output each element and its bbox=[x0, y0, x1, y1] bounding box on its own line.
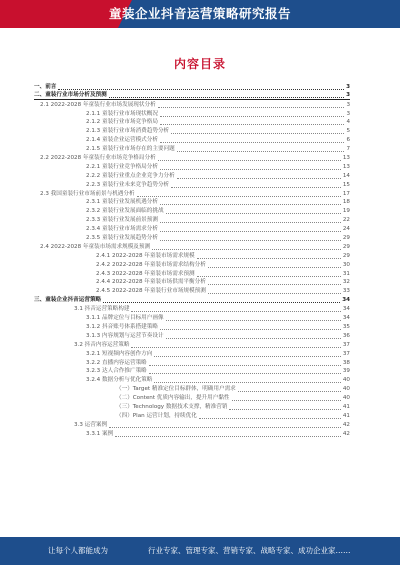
toc-entry-label: 2.1.1 童装行业市场现状概况 bbox=[86, 110, 158, 117]
toc-entry-label: 3.1.2 抖音账号体系搭建策略 bbox=[86, 323, 158, 330]
toc-entry[interactable] bbox=[34, 198, 350, 207]
toc-entry[interactable] bbox=[34, 402, 350, 411]
toc-entry-page: 41 bbox=[342, 412, 350, 419]
toc-entry[interactable] bbox=[34, 322, 350, 331]
toc-entry-page: 24 bbox=[342, 226, 350, 233]
toc-entry-page: 35 bbox=[342, 323, 350, 330]
toc-entry[interactable] bbox=[34, 126, 350, 135]
toc-entry-page: 40 bbox=[342, 377, 350, 384]
toc-entry-label: 3.1.1 品牌定位与目标用户画像 bbox=[86, 315, 164, 322]
toc-entry-label: 2.1.3 童装行业市场消费趋势分析 bbox=[86, 128, 170, 135]
toc-heading: 内容目录 bbox=[173, 57, 226, 71]
toc-entry[interactable] bbox=[34, 224, 350, 233]
toc-entry[interactable] bbox=[34, 411, 350, 420]
toc-leader-dots bbox=[166, 209, 341, 214]
report-title: 童装企业抖音运营策略研究报告 bbox=[108, 6, 291, 21]
toc-entry-label: 2.4.4 2022-2028 年童装市场供需平衡分析 bbox=[96, 279, 206, 286]
toc-entry-label: 二、童装行业市场分析及预测 bbox=[34, 91, 107, 98]
toc-leader-dots bbox=[171, 129, 344, 134]
toc-entry-page: 22 bbox=[342, 217, 350, 224]
toc-entry-page: 37 bbox=[342, 341, 350, 348]
toc-entry-label: 一、前言 bbox=[34, 83, 57, 90]
toc-entry[interactable] bbox=[34, 153, 350, 162]
footer-slogan-right: 行业专家、管理专家、营销专家、战略专家、成功企业家…… bbox=[148, 546, 351, 555]
toc-entry[interactable] bbox=[34, 242, 350, 251]
toc-entry-page: 14 bbox=[342, 172, 350, 179]
toc-leader-dots bbox=[109, 423, 341, 428]
toc-entry[interactable] bbox=[34, 313, 350, 322]
toc-leader-dots bbox=[160, 218, 341, 223]
toc-entry-page: 15 bbox=[342, 181, 350, 188]
toc-leader-dots bbox=[160, 112, 344, 117]
toc-entry-label: 2.3.2 童装行业发展面临的挑战 bbox=[86, 208, 164, 215]
toc-leader-dots bbox=[131, 307, 340, 312]
toc-entry[interactable] bbox=[34, 100, 350, 109]
toc-entry-page: 42 bbox=[342, 430, 350, 437]
toc-entry[interactable] bbox=[34, 358, 350, 367]
toc-entry-page: 19 bbox=[342, 208, 350, 215]
toc-entry-label: 2.3.3 童装行业发展前景预测 bbox=[86, 217, 158, 224]
toc-entry-page: 3 bbox=[346, 83, 350, 90]
toc-entry-label: （一）Target 精准定位目标群体，明确用户需求 bbox=[116, 386, 236, 393]
toc-entry-label: 3.2.1 短视频内容创作方向 bbox=[86, 350, 153, 357]
toc-leader-dots bbox=[197, 272, 341, 277]
toc-leader-dots bbox=[171, 183, 341, 188]
toc-entry-label: 2.4 2022-2028 年童装市场需求规模及预测 bbox=[40, 243, 151, 250]
toc-leader-dots bbox=[166, 334, 341, 339]
toc-entry-label: 3.2 抖音内容运营策略 bbox=[74, 341, 130, 348]
toc-entry-page: 5 bbox=[346, 128, 350, 135]
toc-entry-page: 7 bbox=[346, 146, 350, 153]
toc-entry[interactable] bbox=[34, 429, 350, 438]
toc-entry-page: 3 bbox=[346, 91, 350, 98]
toc-entry[interactable] bbox=[34, 375, 350, 384]
toc-entry[interactable] bbox=[34, 206, 350, 215]
header-banner bbox=[0, 0, 400, 28]
toc-entry[interactable] bbox=[34, 189, 350, 198]
toc-entry[interactable] bbox=[34, 180, 350, 189]
toc-entry[interactable] bbox=[34, 82, 350, 91]
toc-entry[interactable] bbox=[34, 162, 350, 171]
toc-entry[interactable] bbox=[34, 349, 350, 358]
toc-entry-page: 3 bbox=[346, 101, 350, 108]
toc-entry[interactable] bbox=[34, 251, 350, 260]
toc-leader-dots bbox=[166, 316, 341, 321]
toc-leader-dots bbox=[208, 280, 341, 285]
toc-leader-dots bbox=[197, 254, 341, 259]
toc-entry-label: 三、童装企业抖音运营策略 bbox=[34, 297, 102, 304]
toc-leader-dots bbox=[177, 174, 341, 179]
toc-entry[interactable] bbox=[34, 304, 350, 313]
toc-leader-dots bbox=[154, 352, 341, 357]
toc-entry[interactable] bbox=[34, 215, 350, 224]
toc-leader-dots bbox=[149, 361, 341, 366]
toc-entry[interactable] bbox=[34, 269, 350, 278]
toc-leader-dots bbox=[160, 138, 344, 143]
toc-entry-label: （四）Plan 运营计划，持续优化 bbox=[116, 412, 197, 419]
toc-entry[interactable] bbox=[34, 331, 350, 340]
toc-leader-dots bbox=[238, 387, 341, 392]
toc-entry[interactable] bbox=[34, 420, 350, 429]
toc-entry-label: 2.4.2 2022-2028 年童装市场需求结构分析 bbox=[96, 261, 206, 268]
toc-entry-label: 2.3.4 童装行业市场需求分析 bbox=[86, 226, 158, 233]
toc-entry-page: 13 bbox=[342, 163, 350, 170]
toc-entry-page: 31 bbox=[342, 270, 350, 277]
toc-leader-dots bbox=[160, 227, 341, 232]
toc-leader-dots bbox=[208, 263, 341, 268]
toc-entry-page: 29 bbox=[342, 235, 350, 242]
toc-entry[interactable] bbox=[34, 278, 350, 287]
toc-entry-page: 29 bbox=[342, 252, 350, 259]
toc-entry-label: 2.2.3 童装行业未来竞争趋势分析 bbox=[86, 181, 170, 188]
toc-leader-dots bbox=[109, 93, 344, 98]
toc-entry-page: 40 bbox=[342, 395, 350, 402]
toc-entry-label: 2.1.4 童装企业运营模式分析 bbox=[86, 137, 158, 144]
toc-leader-dots bbox=[177, 147, 345, 152]
toc-entry-label: （二）Content 优质内容输出，提升用户黏性 bbox=[116, 395, 230, 402]
toc-entry-page: 34 bbox=[342, 297, 350, 304]
toc-entry[interactable] bbox=[34, 109, 350, 118]
toc-entry-label: 2.3.5 童装行业发展趋势分析 bbox=[86, 235, 158, 242]
toc-leader-dots bbox=[115, 432, 341, 437]
toc-entry[interactable] bbox=[34, 144, 350, 153]
toc-entry-label: 2.2.1 童装行业竞争格局分析 bbox=[86, 163, 158, 170]
toc-entry-page: 29 bbox=[342, 243, 350, 250]
toc-entry-page: 18 bbox=[342, 199, 350, 206]
toc-leader-dots bbox=[58, 85, 344, 90]
toc-entry-page: 38 bbox=[342, 359, 350, 366]
toc-entry[interactable] bbox=[34, 135, 350, 144]
toc-entry-page: 34 bbox=[342, 306, 350, 313]
toc-entry-page: 34 bbox=[342, 315, 350, 322]
toc-entry[interactable] bbox=[34, 91, 350, 100]
toc-entry-label: 3.2.2 直播内容运营策略 bbox=[86, 359, 147, 366]
toc-entry[interactable] bbox=[34, 286, 350, 295]
toc-leader-dots bbox=[158, 156, 341, 161]
toc-entry[interactable] bbox=[34, 295, 350, 304]
toc-entry-label: 2.4.1 2022-2028 年童装市场需求规模 bbox=[96, 252, 195, 259]
toc-leader-dots bbox=[154, 378, 341, 383]
toc-entry-label: 2.1.5 童装行业市场存在的主要问题 bbox=[86, 146, 175, 153]
toc-leader-dots bbox=[229, 405, 340, 410]
toc-leader-dots bbox=[160, 165, 341, 170]
toc-entry-label: 2.3 我国童装行业市场前景与机遇分析 bbox=[40, 190, 135, 197]
toc-leader-dots bbox=[103, 298, 340, 303]
toc-entry-label: 2.4.3 2022-2028 年童装市场需求预测 bbox=[96, 270, 195, 277]
toc-leader-dots bbox=[160, 236, 341, 241]
toc-entry[interactable] bbox=[34, 260, 350, 269]
toc-leader-dots bbox=[149, 369, 341, 374]
toc-entry-label: 2.3.1 童装行业发展机遇分析 bbox=[86, 199, 158, 206]
toc-entry[interactable] bbox=[34, 367, 350, 376]
toc-entry-label: 3.1 抖音运营策略构建 bbox=[74, 306, 130, 313]
table-of-contents bbox=[34, 82, 350, 438]
toc-entry-label: 2.1 2022-2028 年童装行业市场发展现状分析 bbox=[40, 101, 156, 108]
toc-leader-dots bbox=[131, 343, 340, 348]
toc-entry-page: 13 bbox=[342, 155, 350, 162]
toc-entry-page: 33 bbox=[342, 288, 350, 295]
toc-entry-label: 3.3.1 案例 bbox=[86, 430, 114, 437]
toc-entry[interactable] bbox=[34, 118, 350, 127]
toc-leader-dots bbox=[160, 200, 341, 205]
toc-entry-page: 42 bbox=[342, 421, 350, 428]
toc-entry-label: 3.1.3 内容规划与运营节奏设计 bbox=[86, 332, 164, 339]
toc-entry-label: 2.2.2 童装行业重点企业竞争力分析 bbox=[86, 172, 175, 179]
toc-entry[interactable] bbox=[34, 233, 350, 242]
toc-leader-dots bbox=[158, 103, 345, 108]
toc-entry-label: 2.4.5 2022-2028 年童装行业市场规模预测 bbox=[96, 288, 206, 295]
toc-entry-page: 4 bbox=[346, 119, 350, 126]
toc-entry-page: 30 bbox=[342, 261, 350, 268]
toc-entry-page: 41 bbox=[342, 403, 350, 410]
toc-entry-label: 3.2.3 达人合作推广策略 bbox=[86, 368, 147, 375]
toc-entry[interactable] bbox=[34, 384, 350, 393]
toc-leader-dots bbox=[208, 289, 341, 294]
footer-slogan-left: 让每个人都能成为 bbox=[48, 546, 108, 555]
toc-entry-label: 3.3 运营案例 bbox=[74, 421, 108, 428]
toc-leader-dots bbox=[160, 325, 341, 330]
toc-entry-page: 32 bbox=[342, 279, 350, 286]
toc-entry-label: 3.2.4 数据分析与优化策略 bbox=[86, 377, 153, 384]
toc-entry-label: 2.1.2 童装行业市场竞争格局 bbox=[86, 119, 158, 126]
toc-leader-dots bbox=[137, 192, 341, 197]
toc-entry-page: 36 bbox=[342, 332, 350, 339]
toc-entry[interactable] bbox=[34, 393, 350, 402]
toc-entry[interactable] bbox=[34, 340, 350, 349]
toc-entry-page: 39 bbox=[342, 368, 350, 375]
toc-leader-dots bbox=[160, 120, 344, 125]
toc-entry-label: 2.2 2022-2028 年童装行业市场竞争格局分析 bbox=[40, 155, 156, 162]
footer-banner bbox=[0, 537, 400, 565]
toc-leader-dots bbox=[199, 414, 341, 419]
toc-entry-page: 17 bbox=[342, 190, 350, 197]
toc-entry[interactable] bbox=[34, 171, 350, 180]
toc-entry-page: 3 bbox=[346, 110, 350, 117]
toc-entry-page: 6 bbox=[346, 137, 350, 144]
toc-leader-dots bbox=[152, 245, 341, 250]
toc-entry-page: 40 bbox=[342, 386, 350, 393]
toc-entry-label: （三）Technology 数据技术支撑，精准营销 bbox=[116, 403, 228, 410]
toc-leader-dots bbox=[232, 396, 341, 401]
toc-entry-page: 37 bbox=[342, 350, 350, 357]
